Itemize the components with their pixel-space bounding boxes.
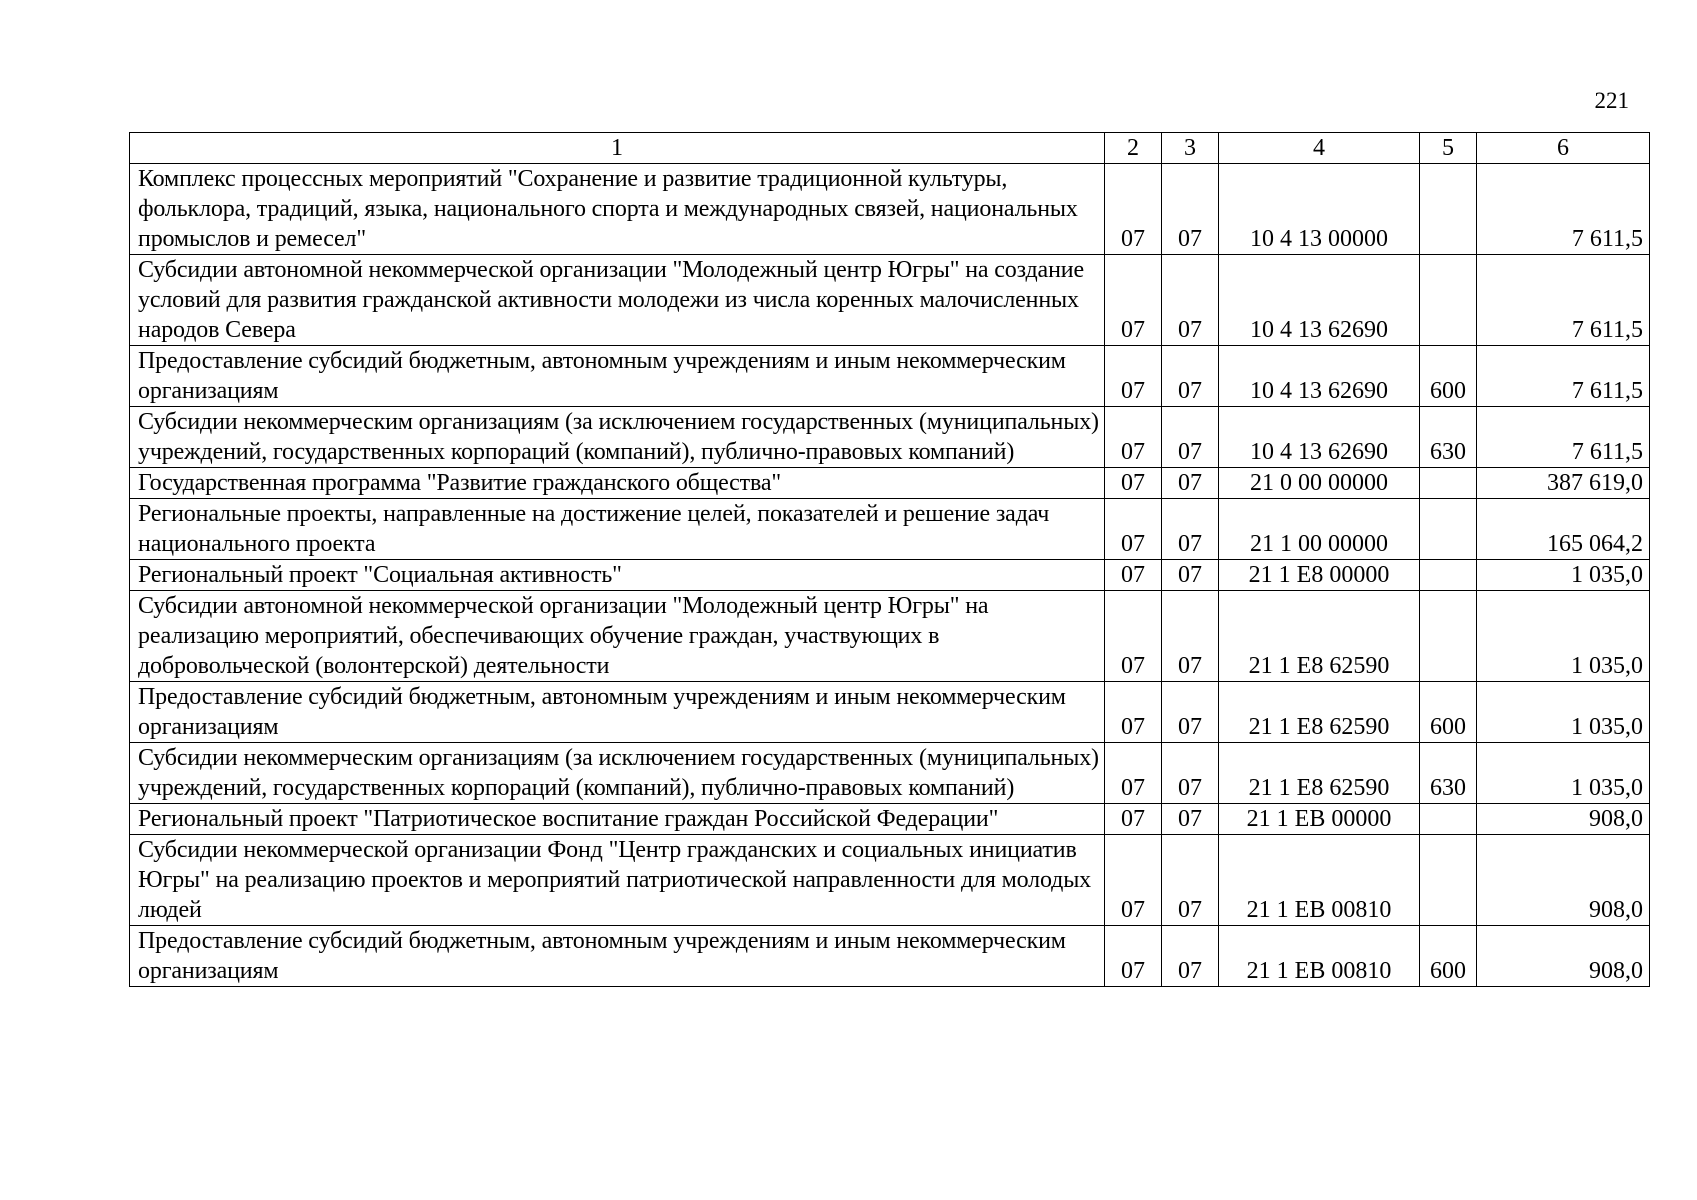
- row-target-article-code: 21 1 E8 62590: [1219, 682, 1420, 743]
- row-description: Субсидии автономной некоммерческой организации "Молодежный центр Югры" на реализацию мероприятий, обеспечивающих обучение граждан, участвующих в добровольческой (волонтерской) деятельности: [130, 591, 1105, 682]
- row-description: Субсидии некоммерческим организациям (за исключением государственных (муниципальных) учреждений, государственных корпораций (компаний), публично-правовых компаний): [130, 743, 1105, 804]
- row-amount: 1 035,0: [1477, 682, 1650, 743]
- table-row: [130, 682, 1650, 743]
- row-target-article-code: 21 1 E8 62590: [1219, 591, 1420, 682]
- row-amount: 387 619,0: [1477, 468, 1650, 499]
- row-description: Региональный проект "Патриотическое воспитание граждан Российской Федерации": [130, 804, 1105, 835]
- row-description: Региональные проекты, направленные на достижение целей, показателей и решение задач национального проекта: [130, 499, 1105, 560]
- table-row: [130, 743, 1650, 804]
- row-expense-type-code: [1420, 499, 1477, 560]
- row-subsection-code: 07: [1162, 804, 1219, 835]
- row-expense-type-code: [1420, 804, 1477, 835]
- row-subsection-code: 07: [1162, 346, 1219, 407]
- row-expense-type-code: 600: [1420, 926, 1477, 987]
- row-subsection-code: 07: [1162, 468, 1219, 499]
- row-target-article-code: 10 4 13 62690: [1219, 346, 1420, 407]
- row-subsection-code: 07: [1162, 835, 1219, 926]
- row-subsection-code: 07: [1162, 591, 1219, 682]
- row-section-code: 07: [1105, 255, 1162, 346]
- row-section-code: 07: [1105, 835, 1162, 926]
- table-row: [130, 835, 1650, 926]
- row-expense-type-code: [1420, 560, 1477, 591]
- table-row: [130, 499, 1650, 560]
- table-row: [130, 164, 1650, 255]
- row-target-article-code: 10 4 13 62690: [1219, 255, 1420, 346]
- column-header: 1: [130, 133, 1105, 164]
- row-section-code: 07: [1105, 743, 1162, 804]
- row-description: Субсидии некоммерческой организации Фонд "Центр гражданских и социальных инициатив Югры" на реализацию проектов и мероприятий патриотической направленности для молодых людей: [130, 835, 1105, 926]
- row-section-code: 07: [1105, 346, 1162, 407]
- table-row: [130, 346, 1650, 407]
- row-description: Субсидии некоммерческим организациям (за исключением государственных (муниципальных) учреждений, государственных корпораций (компаний), публично-правовых компаний): [130, 407, 1105, 468]
- row-expense-type-code: 600: [1420, 346, 1477, 407]
- row-section-code: 07: [1105, 682, 1162, 743]
- page-number: 221: [1594, 88, 1629, 113]
- budget-table: [129, 132, 1650, 987]
- row-amount: 1 035,0: [1477, 560, 1650, 591]
- column-header: 6: [1477, 133, 1650, 164]
- table-row: [130, 407, 1650, 468]
- row-target-article-code: 21 1 EB 00810: [1219, 926, 1420, 987]
- row-section-code: 07: [1105, 560, 1162, 591]
- row-subsection-code: 07: [1162, 164, 1219, 255]
- row-subsection-code: 07: [1162, 407, 1219, 468]
- row-amount: 908,0: [1477, 835, 1650, 926]
- row-amount: 908,0: [1477, 926, 1650, 987]
- table-row: [130, 804, 1650, 835]
- row-target-article-code: 21 1 EB 00000: [1219, 804, 1420, 835]
- table-row: [130, 468, 1650, 499]
- table-row: [130, 926, 1650, 987]
- row-target-article-code: 21 0 00 00000: [1219, 468, 1420, 499]
- row-subsection-code: 07: [1162, 255, 1219, 346]
- table-row: [130, 591, 1650, 682]
- row-expense-type-code: [1420, 255, 1477, 346]
- row-target-article-code: 10 4 13 00000: [1219, 164, 1420, 255]
- row-section-code: 07: [1105, 468, 1162, 499]
- row-section-code: 07: [1105, 407, 1162, 468]
- row-target-article-code: 10 4 13 62690: [1219, 407, 1420, 468]
- row-expense-type-code: 600: [1420, 682, 1477, 743]
- row-section-code: 07: [1105, 926, 1162, 987]
- column-header: 5: [1420, 133, 1477, 164]
- row-target-article-code: 21 1 EB 00810: [1219, 835, 1420, 926]
- row-section-code: 07: [1105, 499, 1162, 560]
- row-expense-type-code: [1420, 164, 1477, 255]
- column-header: 4: [1219, 133, 1420, 164]
- row-expense-type-code: 630: [1420, 407, 1477, 468]
- row-target-article-code: 21 1 E8 62590: [1219, 743, 1420, 804]
- row-description: Комплекс процессных мероприятий "Сохранение и развитие традиционной культуры, фольклора, традиций, языка, национального спорта и международных связей, национальных промыслов и ремесел": [130, 164, 1105, 255]
- row-expense-type-code: [1420, 591, 1477, 682]
- row-subsection-code: 07: [1162, 682, 1219, 743]
- row-amount: 7 611,5: [1477, 346, 1650, 407]
- row-subsection-code: 07: [1162, 926, 1219, 987]
- table-row: [130, 560, 1650, 591]
- row-description: Предоставление субсидий бюджетным, автономным учреждениям и иным некоммерческим организациям: [130, 926, 1105, 987]
- row-amount: 7 611,5: [1477, 255, 1650, 346]
- column-header: 2: [1105, 133, 1162, 164]
- row-section-code: 07: [1105, 804, 1162, 835]
- row-expense-type-code: [1420, 468, 1477, 499]
- row-target-article-code: 21 1 E8 00000: [1219, 560, 1420, 591]
- row-amount: 908,0: [1477, 804, 1650, 835]
- row-description: Предоставление субсидий бюджетным, автономным учреждениям и иным некоммерческим организациям: [130, 682, 1105, 743]
- row-amount: 7 611,5: [1477, 164, 1650, 255]
- row-subsection-code: 07: [1162, 560, 1219, 591]
- row-amount: 1 035,0: [1477, 743, 1650, 804]
- row-section-code: 07: [1105, 591, 1162, 682]
- row-section-code: 07: [1105, 164, 1162, 255]
- row-expense-type-code: 630: [1420, 743, 1477, 804]
- table-header-row: [130, 133, 1650, 164]
- row-amount: 1 035,0: [1477, 591, 1650, 682]
- column-header: 3: [1162, 133, 1219, 164]
- row-target-article-code: 21 1 00 00000: [1219, 499, 1420, 560]
- row-expense-type-code: [1420, 835, 1477, 926]
- table-row: [130, 255, 1650, 346]
- row-description: Государственная программа "Развитие гражданского общества": [130, 468, 1105, 499]
- row-subsection-code: 07: [1162, 499, 1219, 560]
- row-subsection-code: 07: [1162, 743, 1219, 804]
- row-description: Предоставление субсидий бюджетным, автономным учреждениям и иным некоммерческим организациям: [130, 346, 1105, 407]
- row-amount: 7 611,5: [1477, 407, 1650, 468]
- row-amount: 165 064,2: [1477, 499, 1650, 560]
- row-description: Региональный проект "Социальная активность": [130, 560, 1105, 591]
- row-description: Субсидии автономной некоммерческой организации "Молодежный центр Югры" на создание условий для развития гражданской активности молодежи из числа коренных малочисленных народов Севера: [130, 255, 1105, 346]
